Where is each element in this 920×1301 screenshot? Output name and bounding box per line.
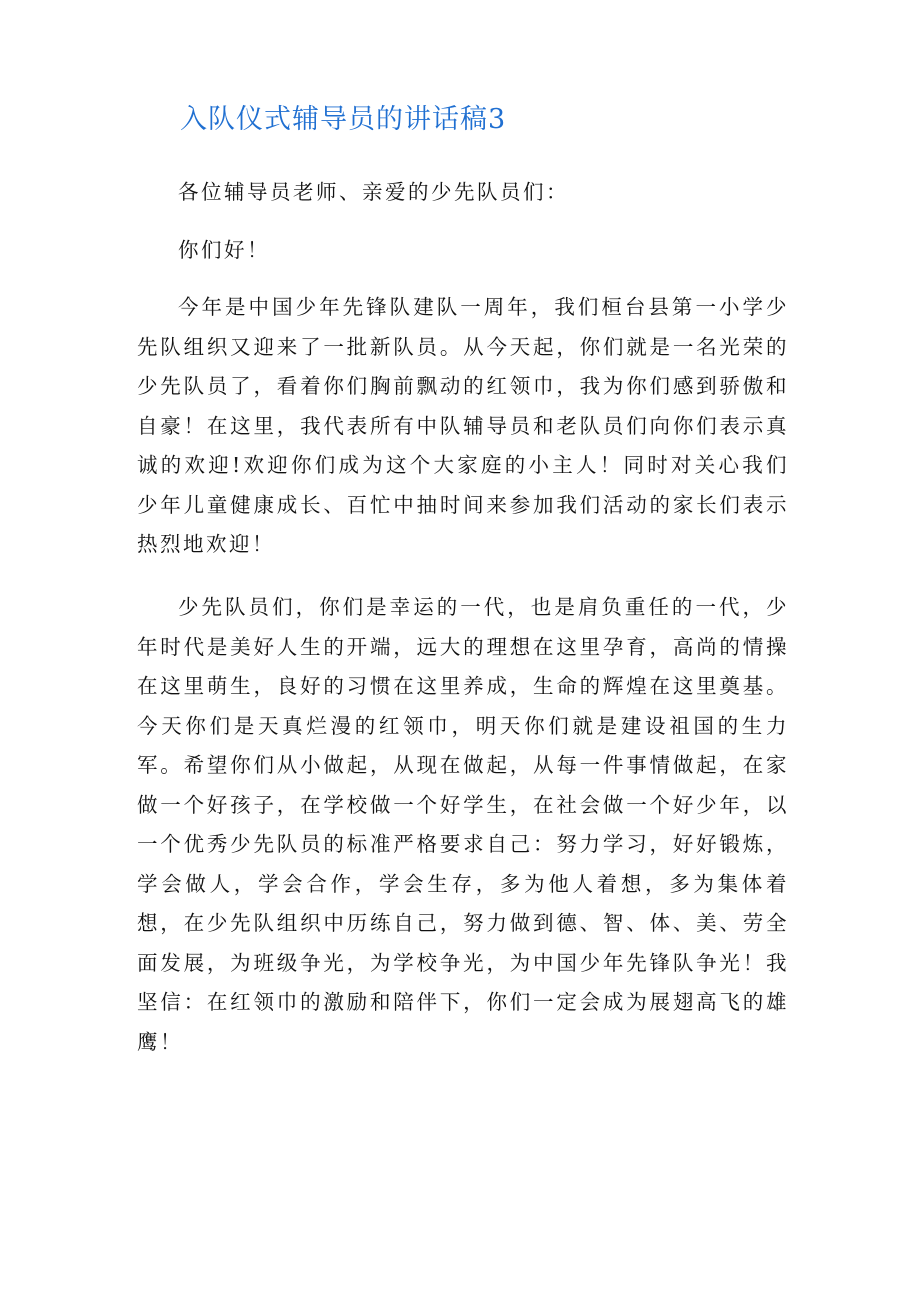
body-paragraph-1: 今年是中国少年先锋队建队一周年，我们桓台县第一小学少先队组织又迎来了一批新队员。从今天起，你们就是一名光荣的少先队员了，看着你们胸前飘动的红领巾，我为你们感到骄傲和自豪！在这里，我代表所有中队辅导员和老队员们向你们表示真诚的欢迎!欢迎你们成为这个大家庭的小主人！同时对关心我们少年儿童健康成长、百忙中抽时间来参加我们活动的家长们表示热烈地欢迎！ [137,295,789,556]
document-title: 入队仪式辅导员的讲话稿3 [180,104,507,135]
salutation-line: 你们好！ [178,238,270,262]
greeting-line: 各位辅导员老师、亲爱的少先队员们： [178,180,569,204]
body-paragraph-2: 少先队员们，你们是幸运的一代，也是肩负重任的一代，少年时代是美好人生的开端，远大的理想在这里孕育，高尚的情操在这里萌生，良好的习惯在这里养成，生命的辉煌在这里奠基。今天你们是天真烂漫的红领巾，明天你们就是建设祖国的生力军。希望你们从小做起，从现在做起，从每一件事情做起，在家做一个好孩子，在学校做一个好学生，在社会做一个好少年，以一个优秀少先队员的标准严格要求自己：努力学习，好好锻炼，学会做人，学会合作，学会生存，多为他人着想，多为集体着想，在少先队组织中历练自己，努力做到德、智、体、美、劳全面发展，为班级争光，为学校争光，为中国少年先锋队争光！我坚信：在红领巾的激励和陪伴下，你们一定会成为展翅高飞的雄鹰！ [137,595,789,1054]
